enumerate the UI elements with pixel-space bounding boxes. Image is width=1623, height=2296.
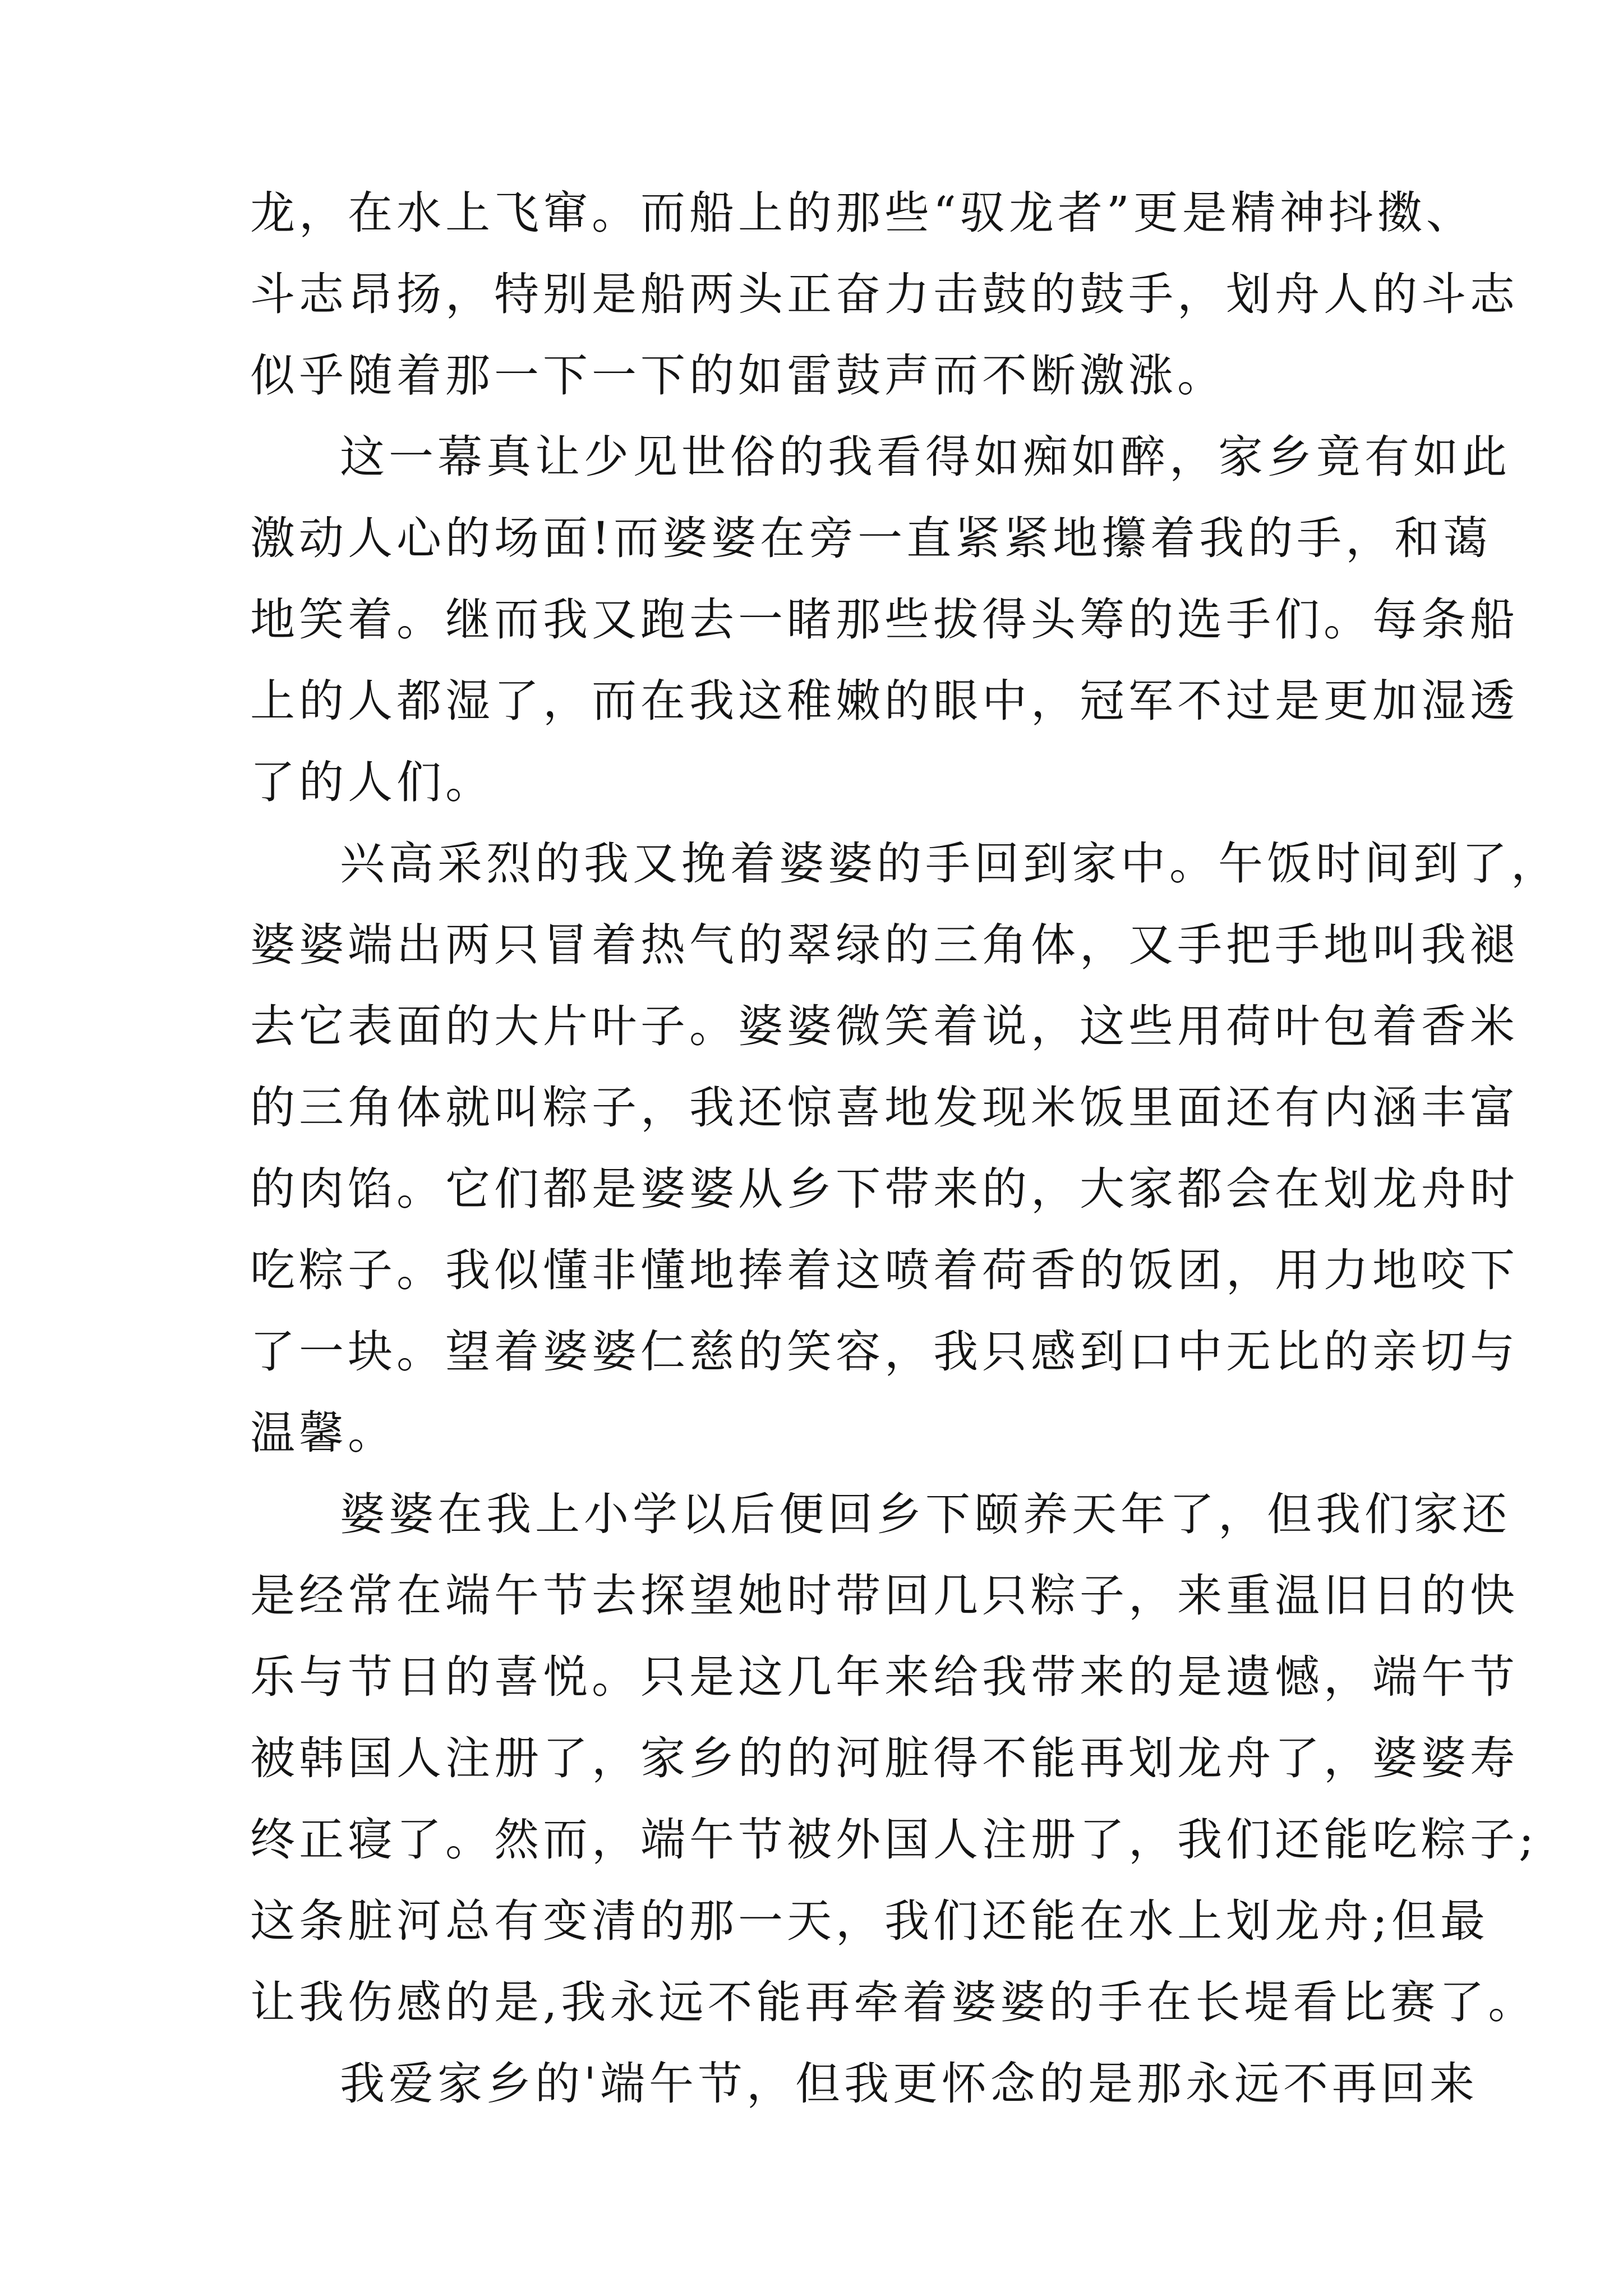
text-line: 上的人都湿了，而在我这稚嫩的眼中，冠军不过是更加湿透 (250, 675, 1519, 727)
text-line: 婆婆端出两只冒着热气的翠绿的三角体，又手把手地叫我褪 (250, 919, 1519, 971)
text-line: 了一块。望着婆婆仁慈的笑容，我只感到口中无比的亲切与 (250, 1326, 1519, 1378)
text-line: 是经常在端午节去探望她时带回几只粽子，来重温旧日的快 (250, 1570, 1519, 1622)
text-line: 激动人心的场面!而婆婆在旁一直紧紧地攥着我的手，和蔼 (250, 512, 1492, 564)
text-line: 了的人们。 (250, 756, 494, 808)
text-line: 的肉馅。它们都是婆婆从乡下带来的，大家都会在划龙舟时 (250, 1163, 1519, 1215)
paragraph-first-line: 兴高采烈的我又挽着婆婆的手回到家中。午饭时间到了， (340, 838, 1560, 890)
paragraph-first-line: 我爱家乡的'端午节，但我更怀念的是那永远不再回来 (340, 2058, 1478, 2110)
text-line: 终正寝了。然而，端午节被外国人注册了，我们还能吃粽子; (250, 1814, 1538, 1866)
text-line: 斗志昂扬，特别是船两头正奋力击鼓的鼓手，划舟人的斗志 (250, 268, 1519, 320)
text-line: 这条脏河总有变清的那一天，我们还能在水上划龙舟;但最 (250, 1895, 1489, 1947)
text-line: 的三角体就叫粽子，我还惊喜地发现米饭里面还有内涵丰富 (250, 1082, 1519, 1134)
text-line: 去它表面的大片叶子。婆婆微笑着说，这些用荷叶包着香米 (250, 1000, 1519, 1052)
text-line: 吃粽子。我似懂非懂地捧着这喷着荷香的饭团，用力地咬下 (250, 1244, 1519, 1296)
text-line: 让我伤感的是,我永远不能再牵着婆婆的手在长堤看比赛了。 (250, 1976, 1537, 2028)
text-line: 地笑着。继而我又跑去一睹那些拔得头筹的选手们。每条船 (250, 593, 1519, 646)
paragraph-first-line: 婆婆在我上小学以后便回乡下颐养天年了，但我们家还 (340, 1488, 1511, 1540)
text-line: 龙，在水上飞窜。而船上的那些“驭龙者”更是精神抖擞、 (250, 187, 1475, 239)
text-line: 温馨。 (250, 1407, 396, 1459)
text-line: 乐与节日的喜悦。只是这几年来给我带来的是遗憾，端午节 (250, 1651, 1519, 1703)
body-text (250, 185, 1560, 2137)
paragraph-first-line: 这一幕真让少见世俗的我看得如痴如醉，家乡竟有如此 (340, 431, 1511, 483)
text-line: 被韩国人注册了，家乡的的河脏得不能再划龙舟了，婆婆寿 (250, 1732, 1519, 1784)
text-line: 似乎随着那一下一下的如雷鼓声而不断激涨。 (250, 349, 1226, 402)
